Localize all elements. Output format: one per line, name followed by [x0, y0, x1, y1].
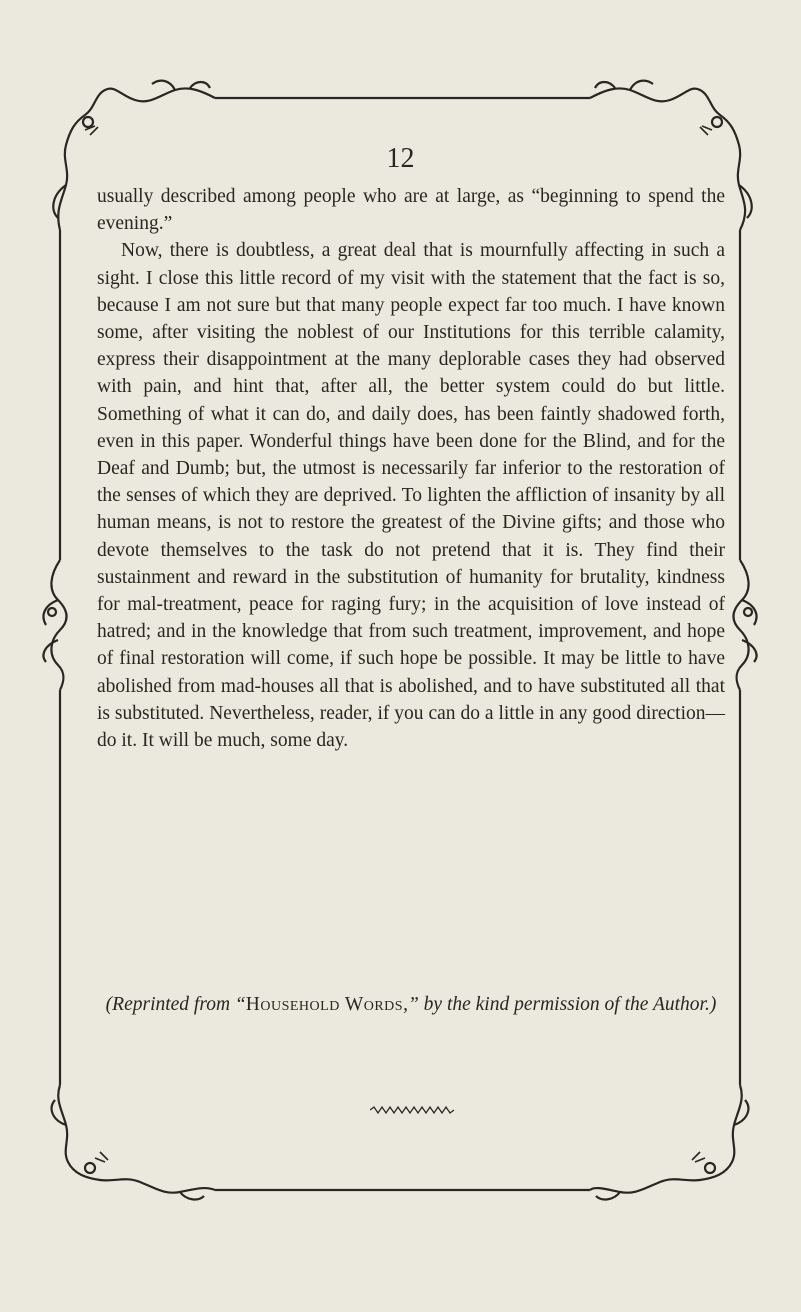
- paragraph-main: Now, there is doubtless, a great deal that is mournfully affecting in such a sight. I close this little record of my visit with the statement that the fact is so, because I am not sure but that many people expect far too much. I have known some, after visiting the noblest of our Institutions for this terrible calamity, express their disappointment at the many deplorable cases they had observed with pain, and hint that, after all, the better system could do but little. Something of what it can do, and daily does, has been faintly shadowed forth, even in this paper. Wonderful things have been done for the Blind, and for the Deaf and Dumb; but, the utmost is necessarily far inferior to the restoration of the senses of which they are deprived. To lighten the affliction of insanity by all human means, is not to restore the greatest of the Divine gifts; and those who devote themselves to the task do not pretend that it is. They find their sustainment and reward in the substitution of humanity for brutality, kindness for mal-treatment, peace for raging fury; in the acquisition of love instead of hatred; and in the knowledge that from such treatment, improvement, and hope of final restoration will come, if such hope be possible. It may be little to have abolished from mad-houses all that is abolished, and to have substituted all that is substituted. Nevertheless, reader, if you can do a little in any good direction—do it. It will be much, some day.: [97, 240, 725, 752]
- wavy-ornament-divider: [370, 1105, 458, 1115]
- corner-ornament-bottom-right: [590, 1085, 748, 1199]
- side-ornament-left: [43, 560, 66, 690]
- body-text: [97, 183, 725, 754]
- corner-ornament-bottom-left: [52, 1085, 215, 1199]
- page-number: 12: [386, 143, 415, 174]
- attribution-suffix: ,” by the kind permission of the Author.): [403, 994, 717, 1015]
- paragraph-continuation: usually described among people who are at large, as “beginning to spend the evening.”: [97, 186, 725, 235]
- attribution-prefix: (Reprinted from “: [105, 994, 246, 1015]
- attribution-source: Household Words: [245, 994, 404, 1015]
- side-ornament-right: [733, 560, 756, 690]
- attribution: [97, 988, 725, 1021]
